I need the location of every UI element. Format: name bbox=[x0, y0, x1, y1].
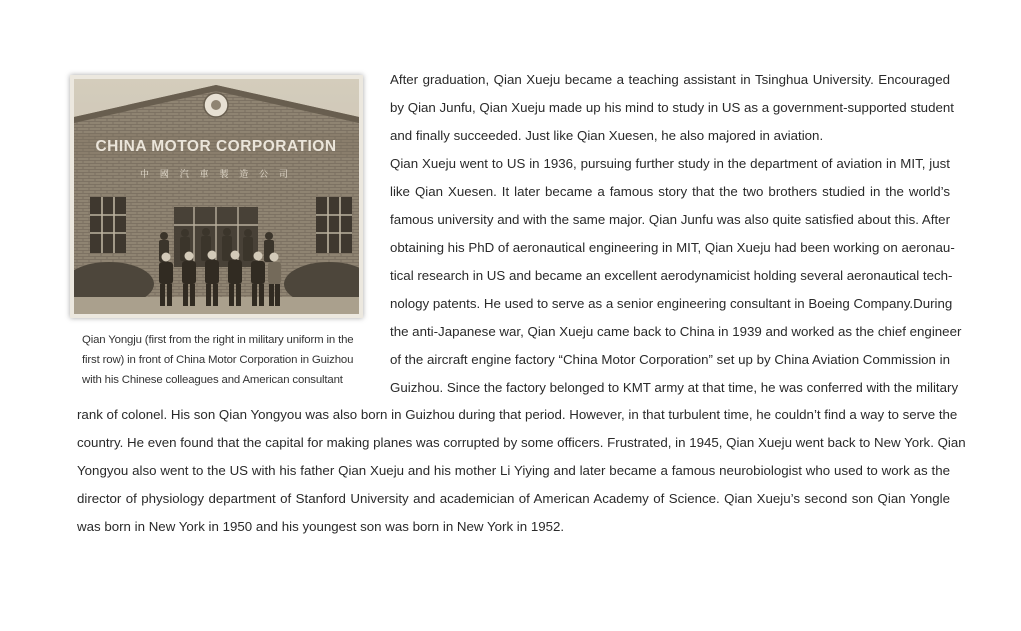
body-line: rank of colonel. His son Qian Yongyou was also born in Guizhou during that period. However, in that turbulent time, he couldn’t find a way to serve the bbox=[77, 407, 958, 422]
body-line: of the aircraft engine factory “China Motor Corporation” set up by China Aviation Commission in bbox=[390, 352, 950, 367]
body-line: country. He even found that the capital for making planes was corrupted by some officers. Frustrated, in 1945, Qian Xueju went back to New York. Qian bbox=[77, 435, 966, 450]
factory-group-photo bbox=[74, 79, 359, 314]
body-line: director of physiology department of Stanford University and academician of American Academy of Science. Qian Xueju’s second son Qian Yongle bbox=[77, 491, 950, 506]
body-line: nology patents. He used to serve as a senior engineering consultant in Boeing Company.During bbox=[390, 296, 953, 311]
body-line: Qian Xueju went to US in 1936, pursuing further study in the department of aviation in MIT, just bbox=[390, 156, 950, 171]
body-line: tical research in US and became an excellent aerodynamicist holding several aeronautical tech- bbox=[390, 268, 953, 283]
body-line: was born in New York in 1950 and his youngest son was born in New York in 1952. bbox=[77, 519, 565, 534]
body-line: Guizhou. Since the factory belonged to KMT army at that time, he was conferred with the military bbox=[390, 380, 959, 395]
body-line: Yongyou also went to the US with his father Qian Xueju and his mother Li Yiying and later became a famous neurobiologist who used to work as the bbox=[77, 463, 950, 478]
body-line: and finally succeeded. Just like Qian Xuesen, he also majored in aviation. bbox=[390, 128, 824, 143]
photo-caption bbox=[82, 330, 372, 390]
body-line: obtaining his PhD of aeronautical engineering in MIT, Qian Xueju had been working on aeronau- bbox=[390, 240, 955, 255]
caption-line: first row) in front of China Motor Corporation in Guizhou bbox=[82, 354, 354, 366]
body-line: After graduation, Qian Xueju became a teaching assistant in Tsinghua University. Encouraged bbox=[390, 72, 950, 87]
body-line: by Qian Junfu, Qian Xueju made up his mind to study in US as a government-supported student bbox=[390, 100, 954, 115]
body-line: like Qian Xuesen. It later became a famous story that the two brothers studied in the world’s bbox=[390, 184, 950, 199]
caption-line: Qian Yongju (first from the right in military uniform in the bbox=[82, 334, 354, 346]
caption-line: with his Chinese colleagues and American consultant bbox=[82, 374, 343, 386]
sign-chinese-text: 中 國 汽 車 製 造 公 司 bbox=[139, 170, 293, 180]
sign-text: CHINA MOTOR CORPORATION bbox=[95, 138, 337, 155]
historical-photo bbox=[70, 75, 363, 318]
body-line: famous university and with the same major. Qian Junfu was also quite satisfied about this. After bbox=[390, 212, 950, 227]
body-line: the anti-Japanese war, Qian Xueju came back to China in 1939 and worked as the chief engineer bbox=[390, 324, 962, 339]
